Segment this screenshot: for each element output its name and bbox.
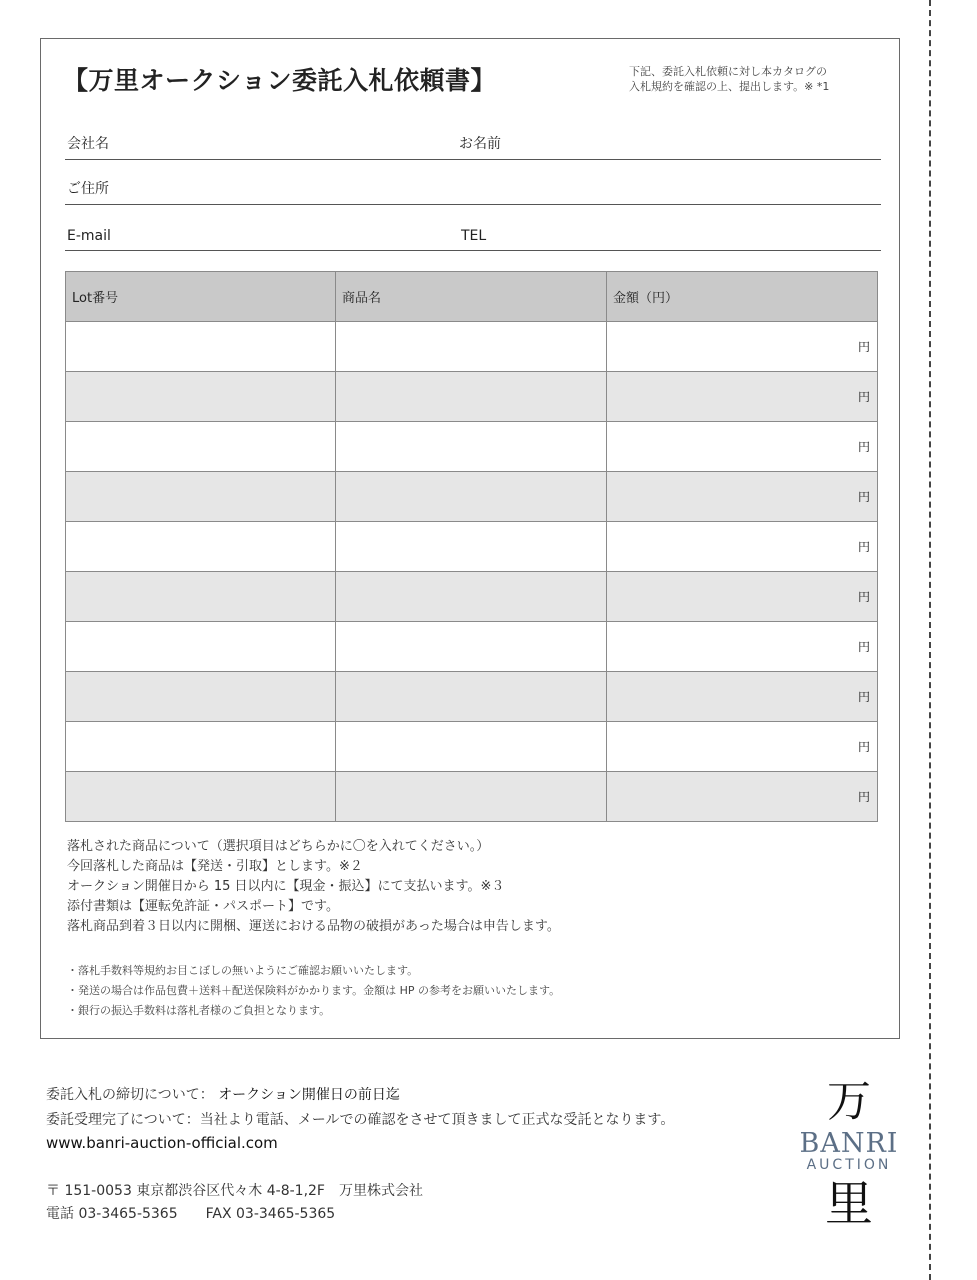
yen-unit: 円	[857, 740, 870, 754]
website-link[interactable]: www.banri-auction-official.com	[46, 1134, 278, 1152]
company-label: 会社名	[67, 136, 109, 152]
email-label: E-mail	[67, 228, 111, 244]
bid-request-form	[40, 38, 900, 1039]
lot-number-cell[interactable]	[66, 522, 336, 572]
table-header-row	[66, 272, 878, 322]
deadline-line	[46, 1084, 400, 1104]
amount-cell[interactable]	[607, 322, 878, 372]
field-row-address[interactable]	[65, 180, 881, 205]
acceptance-line: 委託受理完了について：当社より電話、メールでの確認をさせて頂きまして正式な受託となります。	[46, 1112, 675, 1128]
amount-cell[interactable]	[607, 372, 878, 422]
yen-unit: 円	[857, 440, 870, 454]
address-label: ご住所	[67, 181, 109, 197]
terms-line-payment-choice[interactable]: オークション開催日から 15 日以内に【現金・振込】にて支払います。※３	[67, 879, 505, 894]
table-row	[66, 622, 878, 672]
yen-unit: 円	[857, 540, 870, 554]
item-name-cell[interactable]	[336, 522, 607, 572]
item-name-cell[interactable]	[336, 622, 607, 672]
winning-bid-terms	[67, 837, 887, 937]
table-row	[66, 522, 878, 572]
item-name-cell[interactable]	[336, 422, 607, 472]
yen-unit: 円	[857, 790, 870, 804]
lot-number-cell[interactable]	[66, 722, 336, 772]
lot-number-cell[interactable]	[66, 322, 336, 372]
amount-header: 金額（円）	[607, 272, 878, 322]
note-line: 下記、委託入札依頼に対し本カタログの	[629, 65, 827, 78]
item-name-cell[interactable]	[336, 722, 607, 772]
item-name-cell[interactable]	[336, 572, 607, 622]
lot-number-cell[interactable]	[66, 472, 336, 522]
table-row	[66, 722, 878, 772]
table-row	[66, 322, 878, 372]
lot-number-header: Lot番号	[66, 272, 336, 322]
logo-name: BANRI	[799, 1128, 899, 1159]
amount-cell[interactable]	[607, 672, 878, 722]
note-item: ・落札手数料等規約お目こぼしの無いようにご確認お願いいたします。	[67, 964, 419, 977]
cut-line	[929, 0, 931, 1280]
amount-cell[interactable]	[607, 522, 878, 572]
yen-unit: 円	[857, 640, 870, 654]
item-name-cell[interactable]	[336, 472, 607, 522]
note-line: 入札規約を確認の上、提出します。※ *1	[629, 80, 830, 93]
item-name-cell[interactable]	[336, 672, 607, 722]
item-name-cell[interactable]	[336, 322, 607, 372]
lot-number-cell[interactable]	[66, 422, 336, 472]
note-item: ・発送の場合は作品包費＋送料＋配送保険料がかかります。金額は HP の参考をお願いいたします。	[67, 984, 561, 997]
lot-number-cell[interactable]	[66, 672, 336, 722]
tel-label: TEL	[461, 228, 487, 244]
bid-table	[65, 271, 878, 822]
field-row-company-name[interactable]	[65, 135, 881, 160]
terms-line: 落札された商品について（選択項目はどちらかに〇を入れてください。）	[67, 839, 490, 854]
table-row	[66, 772, 878, 822]
logo-sub: AUCTION	[806, 1157, 892, 1173]
lot-number-cell[interactable]	[66, 622, 336, 672]
yen-unit: 円	[857, 490, 870, 504]
deadline-value: オークション開催日の前日迄	[218, 1087, 400, 1103]
lot-number-cell[interactable]	[66, 572, 336, 622]
field-row-email-tel[interactable]	[65, 226, 881, 251]
amount-cell[interactable]	[607, 622, 878, 672]
table-row	[66, 672, 878, 722]
company-address: 〒 151-0053 東京都渋谷区代々木 4-8-1,2F 万里株式会社	[46, 1183, 423, 1199]
terms-line: 落札商品到着３日以内に開梱、運送における品物の破損があった場合は申告します。	[67, 919, 560, 934]
logo-kanji-bottom: 里	[824, 1176, 874, 1232]
yen-unit: 円	[857, 340, 870, 354]
submission-note	[629, 64, 879, 94]
amount-cell[interactable]	[607, 772, 878, 822]
note-item: ・銀行の振込手数料は落札者様のご負担となります。	[67, 1004, 331, 1017]
phone-fax: 電話 03-3465-5365 FAX 03-3465-5365	[46, 1206, 336, 1222]
lot-number-cell[interactable]	[66, 772, 336, 822]
logo-kanji-top: 万	[827, 1076, 871, 1127]
yen-unit: 円	[857, 390, 870, 404]
table-row	[66, 572, 878, 622]
logo-mark	[790, 1072, 908, 1232]
fine-print-notes	[67, 961, 887, 1021]
item-name-header: 商品名	[336, 272, 607, 322]
yen-unit: 円	[857, 690, 870, 704]
table-row	[66, 472, 878, 522]
lot-number-cell[interactable]	[66, 372, 336, 422]
table-row	[66, 372, 878, 422]
table-row	[66, 422, 878, 472]
item-name-cell[interactable]	[336, 372, 607, 422]
amount-cell[interactable]	[607, 472, 878, 522]
form-title: 【万里オークション委託入札依頼書】	[63, 66, 497, 95]
terms-line-shipping-choice[interactable]: 今回落札した商品は【発送・引取】とします。※２	[67, 859, 363, 874]
item-name-cell[interactable]	[336, 772, 607, 822]
name-label: お名前	[459, 136, 501, 152]
yen-unit: 円	[857, 590, 870, 604]
terms-line-document-choice[interactable]: 添付書類は【運転免許証・パスポート】です。	[67, 899, 339, 914]
amount-cell[interactable]	[607, 722, 878, 772]
deadline-label: 委託入札の締切について：	[46, 1087, 214, 1103]
banri-auction-logo	[790, 1072, 908, 1232]
amount-cell[interactable]	[607, 572, 878, 622]
amount-cell[interactable]	[607, 422, 878, 472]
